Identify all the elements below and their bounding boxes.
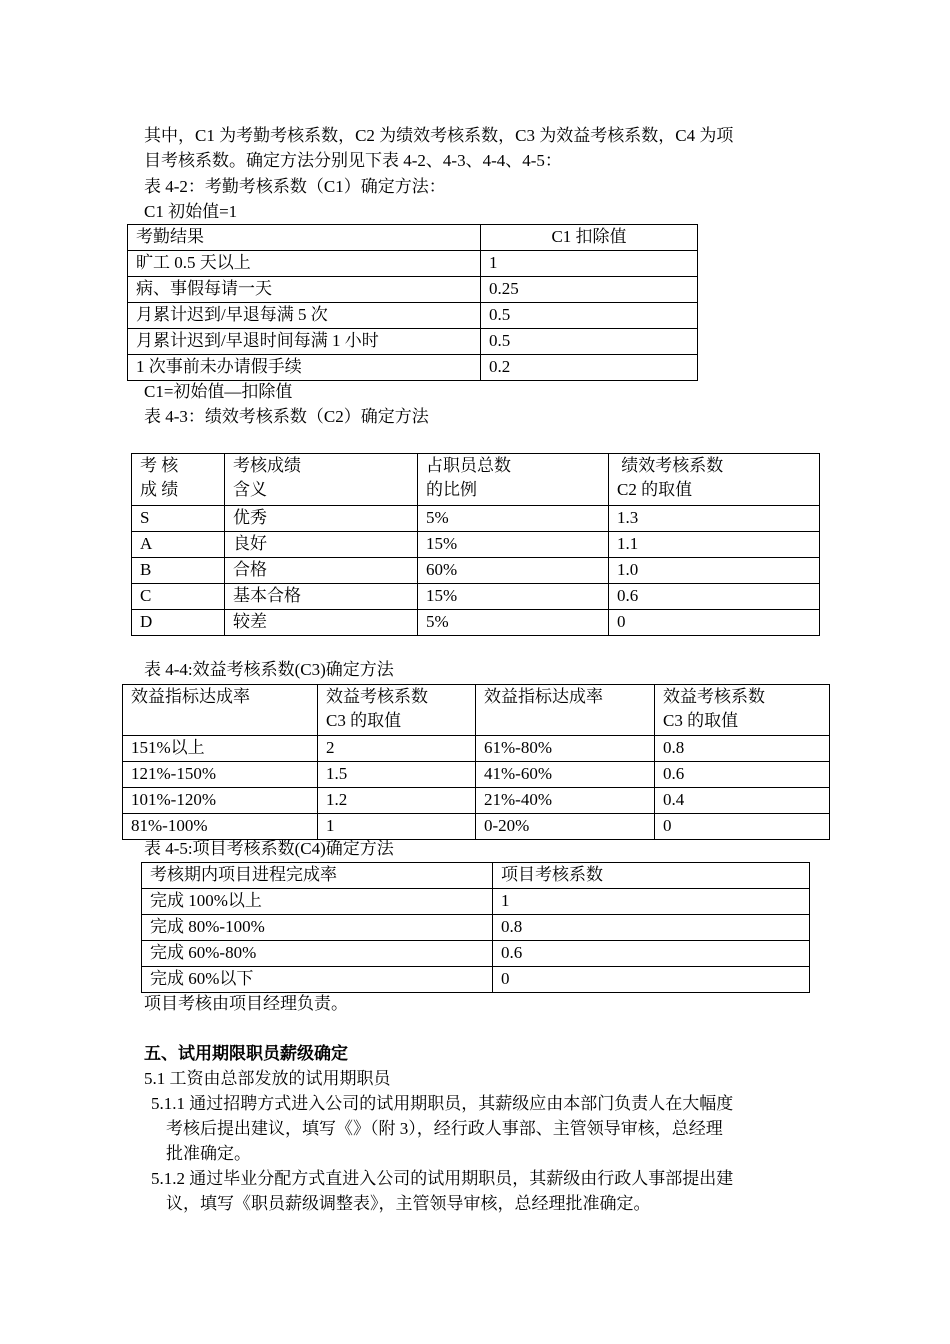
table-cell: 完成 80%-100% bbox=[142, 915, 493, 941]
table-cell: 0.8 bbox=[655, 736, 830, 762]
table-cell: C bbox=[132, 584, 225, 610]
table-cell: 15% bbox=[418, 532, 609, 558]
header-line: C2 的取值 bbox=[617, 480, 693, 499]
table-cell: 0.6 bbox=[655, 762, 830, 788]
table-cell: 5% bbox=[418, 506, 609, 532]
table-cell: 5% bbox=[418, 610, 609, 636]
table-cell: 1.0 bbox=[609, 558, 820, 584]
table-cell: 81%-100% bbox=[123, 814, 318, 840]
table-cell: 月累计迟到/早退每满 5 次 bbox=[128, 303, 481, 329]
table-cell: 1.5 bbox=[318, 762, 476, 788]
table-header-cell bbox=[418, 454, 609, 506]
table-cell: 0 bbox=[609, 610, 820, 636]
p512-line-2: 议，填写《职员薪级调整表》，主管领导审核，总经理批准确定。 bbox=[166, 1194, 651, 1213]
header-line: 考核成绩 bbox=[233, 456, 301, 475]
table-cell: 0.5 bbox=[481, 329, 698, 355]
table-cell: 1.3 bbox=[609, 506, 820, 532]
table-row bbox=[123, 814, 830, 840]
intro-line-2: 目考核系数。确定方法分别见下表 4-2、4-3、4-4、4-5： bbox=[144, 151, 562, 170]
p512-line-1: 5.1.2 通过毕业分配方式直进入公司的试用期职员，其薪级由行政人事部提出建 bbox=[151, 1169, 734, 1188]
table45-post-note: 项目考核由项目经理负责。 bbox=[144, 994, 348, 1013]
table-row bbox=[128, 277, 698, 303]
table-cell: S bbox=[132, 506, 225, 532]
table-cell: 101%-120% bbox=[123, 788, 318, 814]
header-line: 的比例 bbox=[426, 480, 477, 499]
table-row bbox=[123, 788, 830, 814]
table-header-cell bbox=[476, 685, 655, 736]
header-line: 效益指标达成率 bbox=[484, 687, 603, 706]
header-line: C3 的取值 bbox=[663, 711, 739, 730]
table-4-2 bbox=[127, 224, 698, 381]
table-cell: 61%-80% bbox=[476, 736, 655, 762]
table-cell: 0.5 bbox=[481, 303, 698, 329]
table-row bbox=[132, 584, 820, 610]
table-header-cell: C1 扣除值 bbox=[481, 225, 698, 251]
table-cell: 0.4 bbox=[655, 788, 830, 814]
table-row bbox=[123, 762, 830, 788]
header-line: 效益考核系数 bbox=[326, 687, 428, 706]
table42-post-note: C1=初始值—扣除值 bbox=[144, 382, 293, 401]
table-cell: 0.6 bbox=[493, 941, 810, 967]
table-cell: 完成 60%-80% bbox=[142, 941, 493, 967]
table-row bbox=[128, 251, 698, 277]
table-row bbox=[128, 329, 698, 355]
table-header-cell bbox=[655, 685, 830, 736]
table-cell: D bbox=[132, 610, 225, 636]
table-cell: 0.25 bbox=[481, 277, 698, 303]
table-row bbox=[123, 736, 830, 762]
table-cell: 0.6 bbox=[609, 584, 820, 610]
table-cell: 旷工 0.5 天以上 bbox=[128, 251, 481, 277]
table-row bbox=[142, 941, 810, 967]
table-cell: 41%-60% bbox=[476, 762, 655, 788]
table-cell: 完成 100%以上 bbox=[142, 889, 493, 915]
table-header-cell bbox=[132, 454, 225, 506]
section5-sub1: 5.1 工资由总部发放的试用期职员 bbox=[144, 1069, 391, 1088]
table-cell: 1.1 bbox=[609, 532, 820, 558]
table-cell: 0 bbox=[493, 967, 810, 993]
table-4-3 bbox=[131, 453, 820, 636]
table44-caption: 表 4-4:效益考核系数(C3)确定方法 bbox=[144, 660, 394, 679]
table-cell: 21%-40% bbox=[476, 788, 655, 814]
table-cell: 0 bbox=[655, 814, 830, 840]
table-row bbox=[142, 889, 810, 915]
p511-line-2: 考核后提出建议，填写《》（附 3），经行政人事部、主管领导审核，总经理 bbox=[166, 1119, 723, 1138]
table-row bbox=[128, 355, 698, 381]
table-cell: 基本合格 bbox=[225, 584, 418, 610]
table-header-cell: 考勤结果 bbox=[128, 225, 481, 251]
p511-line-1: 5.1.1 通过招聘方式进入公司的试用期职员，其薪级应由本部门负责人在大幅度 bbox=[151, 1094, 734, 1113]
table-cell: 0.8 bbox=[493, 915, 810, 941]
table-4-4 bbox=[122, 684, 830, 840]
table-header-row bbox=[132, 454, 820, 506]
table-cell: A bbox=[132, 532, 225, 558]
header-line: 成 绩 bbox=[140, 480, 179, 499]
table43-caption: 表 4-3：绩效考核系数（C2）确定方法 bbox=[144, 407, 429, 426]
table-cell: 完成 60%以下 bbox=[142, 967, 493, 993]
table-cell: B bbox=[132, 558, 225, 584]
table-cell: 0-20% bbox=[476, 814, 655, 840]
table-cell: 优秀 bbox=[225, 506, 418, 532]
table-cell: 合格 bbox=[225, 558, 418, 584]
header-line: 效益指标达成率 bbox=[131, 687, 250, 706]
table-row bbox=[132, 506, 820, 532]
table-cell: 1 bbox=[318, 814, 476, 840]
table-header-cell bbox=[225, 454, 418, 506]
table-row bbox=[132, 610, 820, 636]
header-line: 考 核 bbox=[140, 456, 179, 475]
table-cell: 15% bbox=[418, 584, 609, 610]
table-cell: 0.2 bbox=[481, 355, 698, 381]
table-header-cell bbox=[318, 685, 476, 736]
table-row bbox=[128, 303, 698, 329]
table-row bbox=[142, 967, 810, 993]
table-header-cell bbox=[123, 685, 318, 736]
table-header-row bbox=[128, 225, 698, 251]
table-cell: 1.2 bbox=[318, 788, 476, 814]
table-cell: 月累计迟到/早退时间每满 1 小时 bbox=[128, 329, 481, 355]
table-header-row bbox=[142, 863, 810, 889]
table-cell: 良好 bbox=[225, 532, 418, 558]
table-cell: 1 次事前未办请假手续 bbox=[128, 355, 481, 381]
table-cell: 1 bbox=[481, 251, 698, 277]
header-line: 绩效考核系数 bbox=[617, 456, 724, 475]
table-header-cell bbox=[609, 454, 820, 506]
intro-line-1: 其中，C1 为考勤考核系数，C2 为绩效考核系数，C3 为效益考核系数，C4 为项 bbox=[144, 126, 734, 145]
table-cell: 151%以上 bbox=[123, 736, 318, 762]
section5-heading: 五、试用期限职员薪级确定 bbox=[144, 1044, 348, 1063]
header-line: 效益考核系数 bbox=[663, 687, 765, 706]
table-cell: 2 bbox=[318, 736, 476, 762]
table-cell: 较差 bbox=[225, 610, 418, 636]
table-header-cell: 项目考核系数 bbox=[493, 863, 810, 889]
table-cell: 60% bbox=[418, 558, 609, 584]
table-row bbox=[132, 532, 820, 558]
table45-caption: 表 4-5:项目考核系数(C4)确定方法 bbox=[144, 839, 394, 858]
table42-caption: 表 4-2：考勤考核系数（C1）确定方法： bbox=[144, 177, 446, 196]
table-header-cell: 考核期内项目进程完成率 bbox=[142, 863, 493, 889]
table42-pre-note: C1 初始值=1 bbox=[144, 202, 238, 221]
table-header-row bbox=[123, 685, 830, 736]
table-cell: 1 bbox=[493, 889, 810, 915]
table-cell: 121%-150% bbox=[123, 762, 318, 788]
header-line: C3 的取值 bbox=[326, 711, 402, 730]
table-cell: 病、事假每请一天 bbox=[128, 277, 481, 303]
p511-line-3: 批准确定。 bbox=[166, 1144, 251, 1163]
header-line: 占职员总数 bbox=[426, 456, 511, 475]
table-row bbox=[132, 558, 820, 584]
header-line: 含义 bbox=[233, 480, 267, 499]
table-row bbox=[142, 915, 810, 941]
table-4-5 bbox=[141, 862, 810, 993]
